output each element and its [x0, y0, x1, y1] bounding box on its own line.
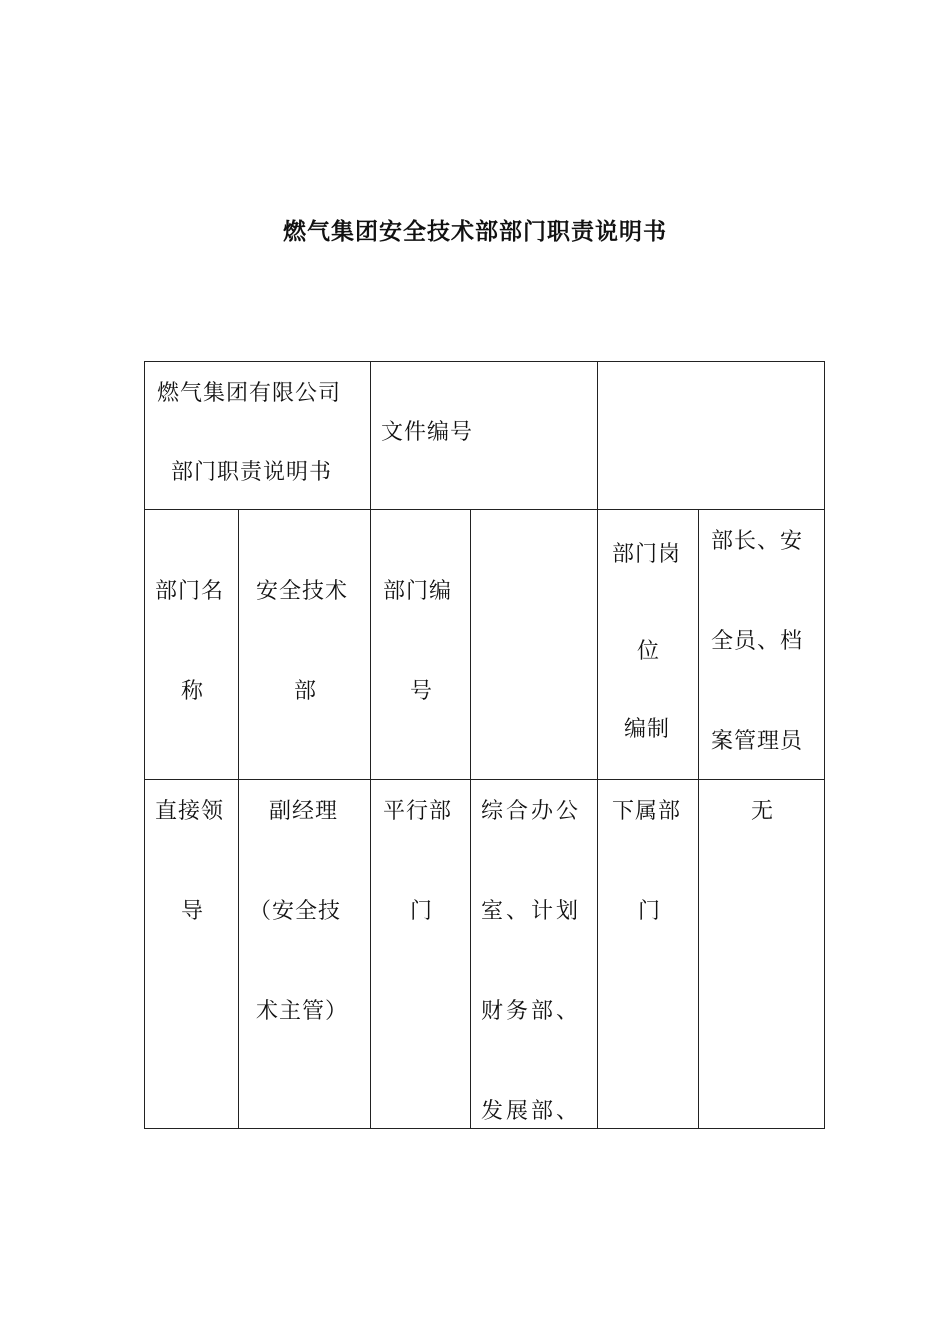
dept-name-label-line1: 部门名 [155, 579, 225, 604]
page-title: 燃气集团安全技术部部门职责说明书 [283, 218, 667, 245]
sub-label-cell [597, 779, 699, 1129]
positions-value-cell [698, 509, 825, 780]
leader-value-line2: （安全技 [249, 899, 342, 924]
positions-label-line1: 部门岗 [612, 542, 682, 567]
dept-name-label-cell [144, 509, 239, 780]
leader-label-line2: 导 [181, 899, 205, 924]
sub-value: 无 [751, 799, 775, 824]
positions-value-line3: 案管理员 [711, 729, 804, 754]
parallel-label-line2: 门 [410, 899, 434, 924]
company-cell [144, 361, 371, 510]
sub-label-line1: 下属部 [612, 799, 682, 824]
parallel-value-cell [470, 779, 598, 1129]
dept-name-value-line2: 部 [294, 679, 318, 704]
positions-label-cell [597, 509, 699, 780]
positions-label-line3: 编制 [624, 717, 671, 742]
dept-name-value-cell [238, 509, 371, 780]
parallel-value-line4: 发展部、 [481, 1099, 582, 1124]
file-number-label: 文件编号 [381, 420, 474, 445]
file-number-value-cell [597, 361, 825, 510]
dept-name-value-line1: 安全技术 [256, 579, 349, 604]
leader-value-line3: 术主管） [256, 999, 349, 1024]
parallel-value-line2: 室、计划 [481, 899, 582, 924]
dept-code-value-cell [470, 509, 598, 780]
leader-value-line1: 副经理 [269, 799, 339, 824]
parallel-label-cell [370, 779, 471, 1129]
leader-label-line1: 直接领 [155, 799, 225, 824]
leader-label-cell [144, 779, 239, 1129]
responsibility-table [144, 361, 825, 1129]
parallel-label-line1: 平行部 [383, 799, 453, 824]
positions-value-line1: 部长、安 [711, 529, 804, 554]
dept-code-label-cell [370, 509, 471, 780]
dept-name-label-line2: 称 [181, 679, 205, 704]
file-number-label-cell [370, 361, 598, 510]
sub-label-line2: 门 [638, 899, 662, 924]
dept-code-label-line2: 号 [410, 679, 434, 704]
dept-code-label-line1: 部门编 [383, 579, 453, 604]
positions-value-line2: 全员、档 [711, 629, 804, 654]
sub-value-cell [698, 779, 825, 1129]
parallel-value-line3: 财务部、 [481, 999, 582, 1024]
positions-label-line2: 位 [637, 639, 661, 664]
doc-type: 部门职责说明书 [171, 460, 333, 485]
company-name: 燃气集团有限公司 [157, 381, 342, 406]
parallel-value-line1: 综合办公 [481, 799, 582, 824]
leader-value-cell [238, 779, 371, 1129]
